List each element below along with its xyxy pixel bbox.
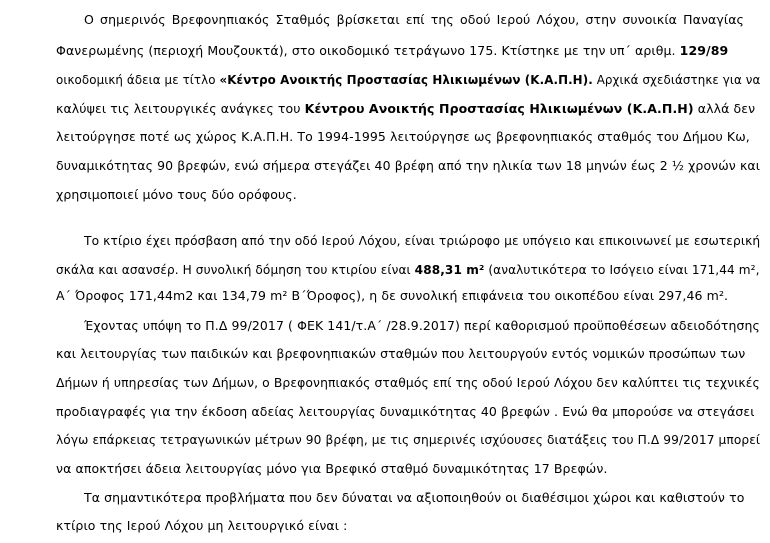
p4-line1: Τα σημαντικότερα προβλήματα που δεν δύναται να αξιοποιηθούν οι διαθέσιμοι χώροι και καθιστούν το [84,490,745,505]
p1-line4: καλύψει τις λειτουργικές ανάγκες του Κέντρου Ανοικτής Προστασίας Ηλικιωμένων (Κ.Α.Π.Η) αλλά δεν [56,101,756,116]
kapi-title-bold: «Κέντρο Ανοικτής Προστασίας Ηλικιωμένων (Κ.Α.Π.Η). [219,72,593,87]
p1-line2: Φανερωμένης (περιοχή Μουζουκτά), στο οικοδομικό τετράγωνο 175. Κτίστηκε με την υπ΄ αριθμ. 129/89 [56,43,729,58]
p1-line5: λειτούργησε ποτέ ως χώρος Κ.Α.Π.Η. Το 1994-1995 λειτούργησε ως βρεφονηπιακός σταθμός του Δήμου Κω, [56,129,750,144]
p4-line2: κτίριο της Ιερού Λόχου μη λειτουργικό είναι : [56,518,348,533]
p1-line7: χρησιμοποιεί μόνο τους δύο ορόφους. [56,187,297,202]
p1-line1: Ο σημερινός Βρεφονηπιακός Σταθμός βρίσκεται επί της οδού Ιερού Λόχου, στην συνοικία Παναγίας [84,12,744,27]
permit-number: 129/89 [679,43,729,58]
p3-line2: και λειτουργίας των παιδικών και βρεφονηπιακών σταθμών που λειτουργούν εντός νομικών προσώπων των [56,346,746,361]
p1-line3: οικοδομική άδεια με τίτλο «Κέντρο Ανοικτής Προστασίας Ηλικιωμένων (Κ.Α.Π.Η). Αρχικά σχεδιάστηκε για να [56,72,761,87]
p3-line3: Δήμων ή υπηρεσίας των Δήμων, ο Βρεφονηπιακός σταθμός επί της οδού Ιερού Λόχου δεν καλύπτει τις τεχνικές [56,375,760,390]
p2-line3: Α΄ Όροφος 171,44m2 και 134,79 m² Β΄Όροφος), η δε συνολική επιφάνεια του οικοπέδου είναι 297,46 m². [56,288,729,303]
p3-line1: Έχοντας υπόψη το Π.Δ 99/2017 ( ΦΕΚ 141/τ.Α΄ /28.9.2017) περί καθορισμού προϋποθέσεων αδειοδότησης [84,318,760,333]
p3-line5: λόγω επάρκειας τετραγωνικών μέτρων 90 βρέφη, με τις σημερινές ισχύουσες διατάξεις του Π.Δ 99/2017 μπορεί [56,432,761,447]
p3-line6: να αποκτήσει άδεια λειτουργίας μόνο για Βρεφικό σταθμό δυναμικότητας 17 Βρεφών. [56,461,608,476]
p1-line6: δυναμικότητας 90 βρεφών, ενώ σήμερα στεγάζει 40 βρέφη από την ηλικία των 18 μηνών έως 2 ½ χρονών και [56,158,761,173]
p3-line4: προδιαγραφές για την έκδοση αδείας λειτουργίας δυναμικότητας 40 βρεφών . Ενώ θα μπορούσε να στεγάσει [56,404,755,419]
p2-line2: σκάλα και ασανσέρ. Η συνολική δόμηση του κτιρίου είναι 488,31 m² (αναλυτικότερα το Ισόγειο είναι 171,44 m², [56,262,760,277]
kapi-name-bold: Κέντρου Ανοικτής Προστασίας Ηλικιωμένων (Κ.Α.Π.Η) [304,101,694,116]
p2-line1: Το κτίριο έχει πρόσβαση από την οδό Ιερού Λόχου, είναι τριώροφο με υπόγειο και επικοινωνεί με εσωτερική [84,233,761,248]
total-area-bold: 488,31 m² [414,262,485,277]
